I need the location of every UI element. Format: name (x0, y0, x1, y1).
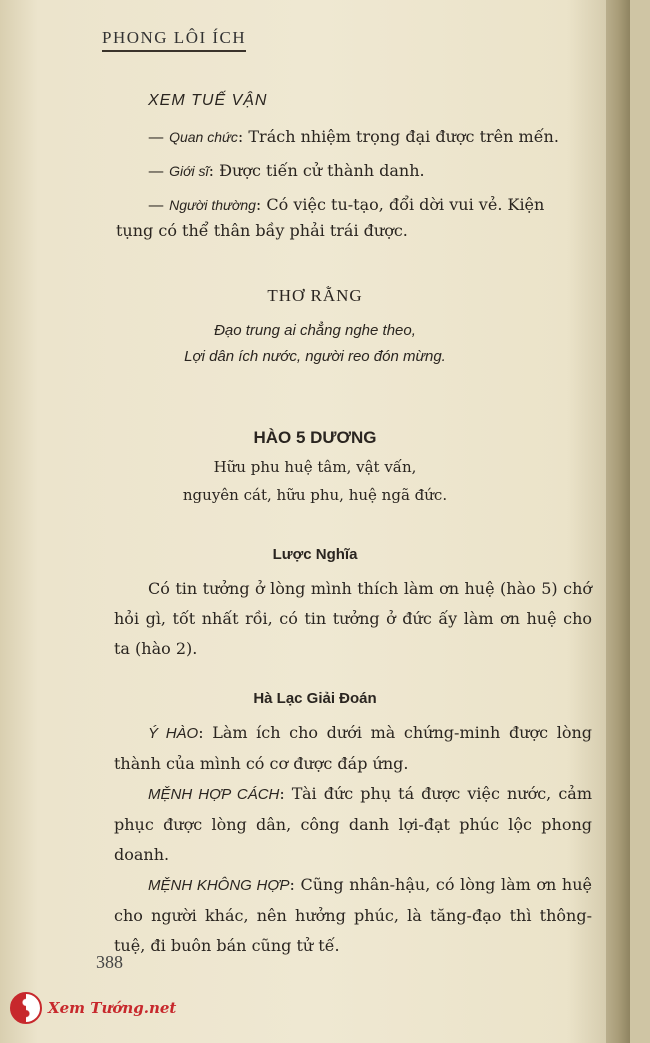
hao5-title: HÀO 5 DƯƠNG (253, 428, 377, 447)
luoc-nghia-text: Có tin tưởng ở lòng mình thích làm ơn huệ (hào 5) chớ hỏi gì, tốt nhất rồi, có tin tưởng ở đức ấy làm ơn huệ cho ta (hào 2). (114, 579, 592, 658)
page-number: 388 (96, 952, 123, 972)
luoc-nghia-title: Lược Nghĩa (272, 546, 358, 563)
tue-van-line: — Quan chức: Trách nhiệm trọng đại được trên mến. (148, 127, 559, 146)
y-hao-paragraph: Ý HÀO: Làm ích cho dưới mà chứng-minh được lòng thành của mình có cơ được đáp ứng. (114, 723, 593, 773)
poem-line: Lợi dân ích nước, người reo đón mừng. (184, 348, 446, 365)
page-edge (606, 0, 630, 1043)
tho-rang-title: THƠ RẰNG (267, 286, 363, 305)
running-head: PHONG LÔI ÍCH (102, 28, 246, 52)
tue-van-line: tụng có thể thân bầy phải trái được. (116, 221, 408, 240)
tue-van-title: XEM TUẾ VẬN (148, 92, 268, 109)
menh-khong-hop-paragraph: MỆNH KHÔNG HỢP: Cũng nhân-hậu, có lòng làm ơn huệ cho người khác, nên hưởng phúc, là tăng-đạo thì thông-tuệ, đi buôn bán cũng tử tế. (114, 875, 592, 955)
ha-lac-text (114, 718, 592, 961)
menh-hop-paragraph: MỆNH HỢP CÁCH: Tài đức phụ tá được việc nước, cảm phục được lòng dân, công danh lợi-đạt phúc lộc phong doanh. (114, 784, 592, 864)
tue-van-line: — Người thường: Có việc tu-tạo, đổi dời vui vẻ. Kiện (148, 195, 545, 214)
hao5-line: nguyên cát, hữu phu, huệ ngã đức. (182, 486, 448, 504)
ha-lac-title: Hà Lạc Giải Đoán (253, 690, 377, 707)
watermark-text: Xem Tướng.net (48, 999, 177, 1017)
site-watermark (10, 992, 176, 1024)
hao5-line: Hữu phu huệ tâm, vật vấn, (213, 458, 417, 476)
yin-yang-icon (10, 992, 42, 1024)
tue-van-line: — Giới sĩ: Được tiến cử thành danh. (148, 161, 425, 180)
poem-line: Đạo trung ai chẳng nghe theo, (214, 322, 416, 339)
